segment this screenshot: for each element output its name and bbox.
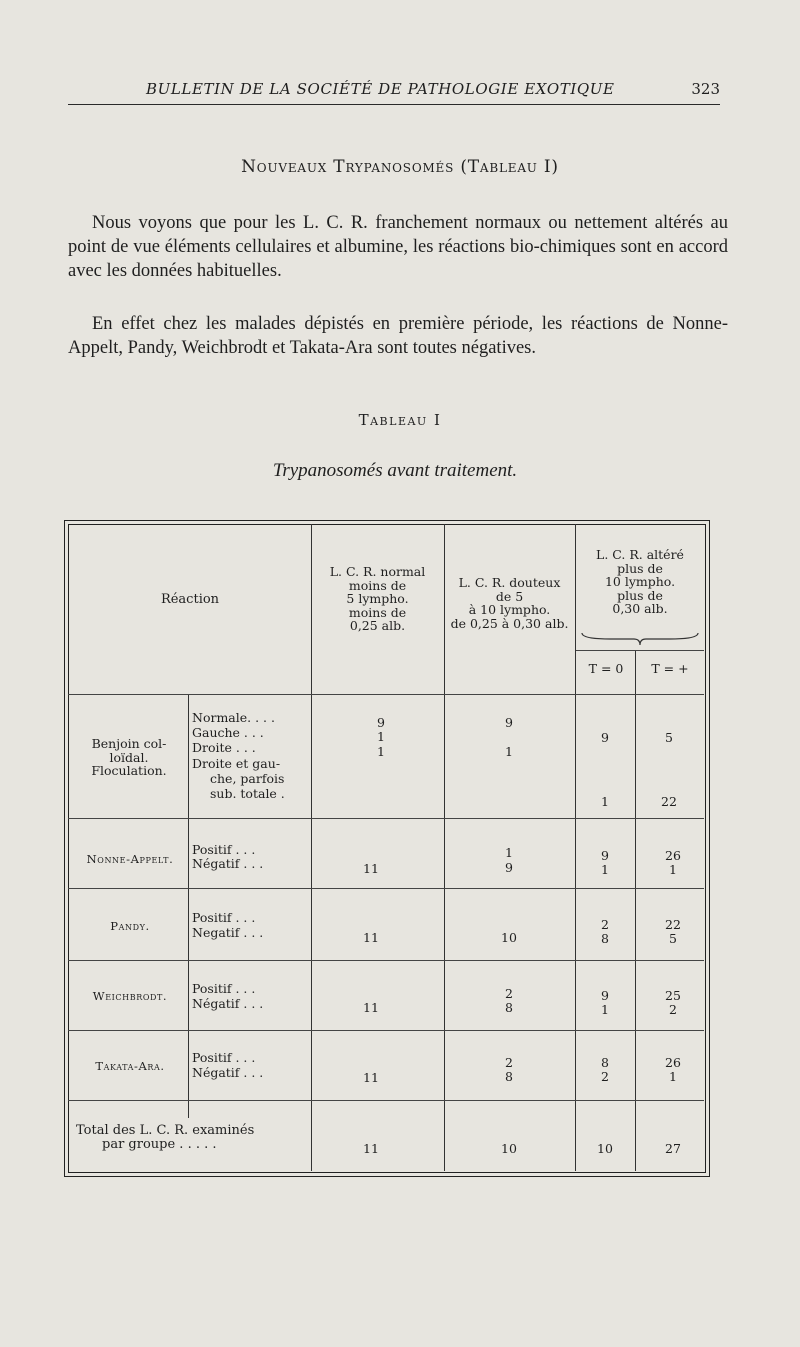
sub-label-positif: Positif . . . (192, 1050, 256, 1065)
row-rule (68, 1100, 704, 1101)
header-altere-line: L. C. R. altéré (596, 547, 684, 562)
col-divider-sub (188, 694, 189, 1118)
header-douteux-line: L. C. R. douteux (458, 575, 561, 590)
cell-value: 9 (505, 715, 513, 730)
cell-value: 11 (363, 1000, 379, 1015)
header-douteux (444, 576, 575, 630)
total-label (76, 1124, 254, 1151)
cell-value: 1 (505, 744, 513, 759)
total-label-line: Total des L. C. R. examinés (76, 1123, 255, 1138)
sub-label-positif: Positif . . . (192, 842, 256, 857)
cell-value: 26 (665, 848, 681, 863)
cell-value: 26 (665, 1055, 681, 1070)
cell-value: 11 (363, 930, 379, 945)
header-t-zero: T = 0 (588, 661, 624, 676)
header-bottom-rule (68, 694, 704, 695)
cell-value: 9 (601, 848, 609, 863)
cell-value: 1 (669, 862, 677, 877)
cell-value: 9 (377, 715, 385, 730)
row-label-takata-ara: Takata-Ara. (95, 1059, 165, 1073)
cell-value: 2 (601, 917, 609, 932)
header-normal-line: 5 lympho. (346, 591, 409, 606)
cell-value: 11 (363, 861, 379, 876)
cell-value: 1 (601, 794, 609, 809)
header-altere-line: 10 lympho. (604, 574, 676, 589)
total-t-plus: 27 (665, 1141, 681, 1156)
header-altere (576, 548, 704, 616)
total-normal: 11 (363, 1141, 379, 1156)
cell-value: 8 (601, 1055, 609, 1070)
header-reaction: Réaction (160, 592, 220, 607)
cell-value: 1 (505, 845, 513, 860)
sub-label-gauche: Gauche . . . (192, 725, 264, 740)
cell-value: 8 (601, 931, 609, 946)
cell-value: 1 (377, 729, 385, 744)
page-number: 323 (691, 80, 720, 98)
row-rule (68, 818, 704, 819)
col-divider-t (635, 650, 636, 1171)
cell-value: 9 (601, 730, 609, 745)
cell-value: 1 (669, 1069, 677, 1084)
sub-label-positif: Positif . . . (192, 981, 256, 996)
header-altere-line: plus de (617, 560, 663, 576)
header-normal-line: L. C. R. normal (329, 564, 426, 579)
cell-value: 1 (601, 862, 609, 877)
header-altere-line: plus de (617, 587, 663, 603)
total-t-zero: 10 (597, 1141, 613, 1156)
cell-value: 22 (665, 917, 681, 932)
row-label-line: Floculation. (91, 763, 167, 778)
cell-value: 11 (363, 1070, 379, 1085)
paragraph-2: En effet chez les malades dépistés en première période, les réactions de Nonne-Appelt, Pandy, Weichbrodt et Takata-Ara sont toutes négatives. (68, 314, 728, 358)
header-douteux-line: de 0,25 à 0,30 alb. (450, 615, 569, 631)
row-label-nonne-appelt: Nonne-Appelt. (86, 852, 174, 866)
paragraph-1: Nous voyons que pour les L. C. R. franchement normaux ou nettement altérés au point de vue éléments cellulaires et albumine, les réactions bio-chimiques sont en accord avec les données habituelles. (68, 213, 728, 281)
col-divider-altere (575, 524, 576, 1171)
cell-value: 8 (505, 1000, 513, 1015)
cell-value: 2 (505, 986, 513, 1001)
row-label-weichbrodt: Weichbrodt. (92, 989, 168, 1003)
row-rule (68, 888, 704, 889)
sub-label-negatif: Négatif . . . (192, 856, 264, 871)
sub-label-negatif: Négatif . . . (192, 1065, 264, 1080)
header-t-plus: T = + (651, 661, 689, 676)
sub-label-negatif: Negatif . . . (192, 925, 264, 940)
cell-value: 1 (377, 744, 385, 759)
header-altere-line: 0,30 alb. (612, 601, 668, 616)
cell-value: 5 (669, 931, 677, 946)
running-header (68, 78, 720, 105)
t-header-rule (576, 650, 704, 651)
sub-label-normale: Normale. . . . (192, 710, 275, 725)
row-rule (68, 960, 704, 961)
header-douteux-line: de 5 (495, 588, 524, 604)
cell-value: 2 (601, 1069, 609, 1084)
row-label-line: Benjoin col- (91, 736, 167, 751)
journal-title: BULLETIN DE LA SOCIÉTÉ DE PATHOLOGIE EXOTIQUE (146, 80, 615, 98)
row-label-line: loïdal. (109, 749, 149, 765)
row-label-pandy: Pandy. (110, 919, 150, 933)
sub-label-droite-gauche: che, parfois (210, 771, 285, 786)
row-rule (68, 1030, 704, 1031)
header-douteux-line: à 10 lympho. (468, 602, 551, 617)
sub-label-negatif: Négatif . . . (192, 996, 264, 1011)
header-normal-line: 0,25 alb. (349, 618, 406, 633)
sub-label-droite: Droite . . . (192, 740, 256, 755)
cell-value: 9 (601, 988, 609, 1003)
total-label-line: par groupe . . . . . (102, 1136, 217, 1152)
header-normal-line: moins de (348, 604, 407, 620)
header-normal (311, 565, 444, 633)
cell-value: 2 (505, 1055, 513, 1070)
row-label-benjoin (70, 737, 188, 778)
header-normal-line: moins de (348, 577, 407, 593)
brace-icon (580, 630, 700, 648)
total-douteux: 10 (501, 1141, 517, 1156)
cell-value: 9 (505, 860, 513, 875)
cell-value: 2 (669, 1002, 677, 1017)
cell-value: 1 (601, 1002, 609, 1017)
cell-value: 22 (661, 794, 677, 809)
cell-value: 25 (665, 988, 681, 1003)
section-title: Nouveaux Trypanosomés (Tableau I) (241, 157, 559, 177)
sub-label-droite-gauche: sub. totale . (210, 786, 285, 801)
cell-value: 8 (505, 1069, 513, 1084)
cell-value: 10 (501, 930, 517, 945)
table-title: Tableau I (358, 411, 442, 429)
cell-value: 5 (665, 730, 673, 745)
table-subtitle: Trypanosomés avant traitement. (272, 460, 518, 481)
sub-label-positif: Positif . . . (192, 910, 256, 925)
sub-label-droite-gauche: Droite et gau- (192, 756, 281, 771)
